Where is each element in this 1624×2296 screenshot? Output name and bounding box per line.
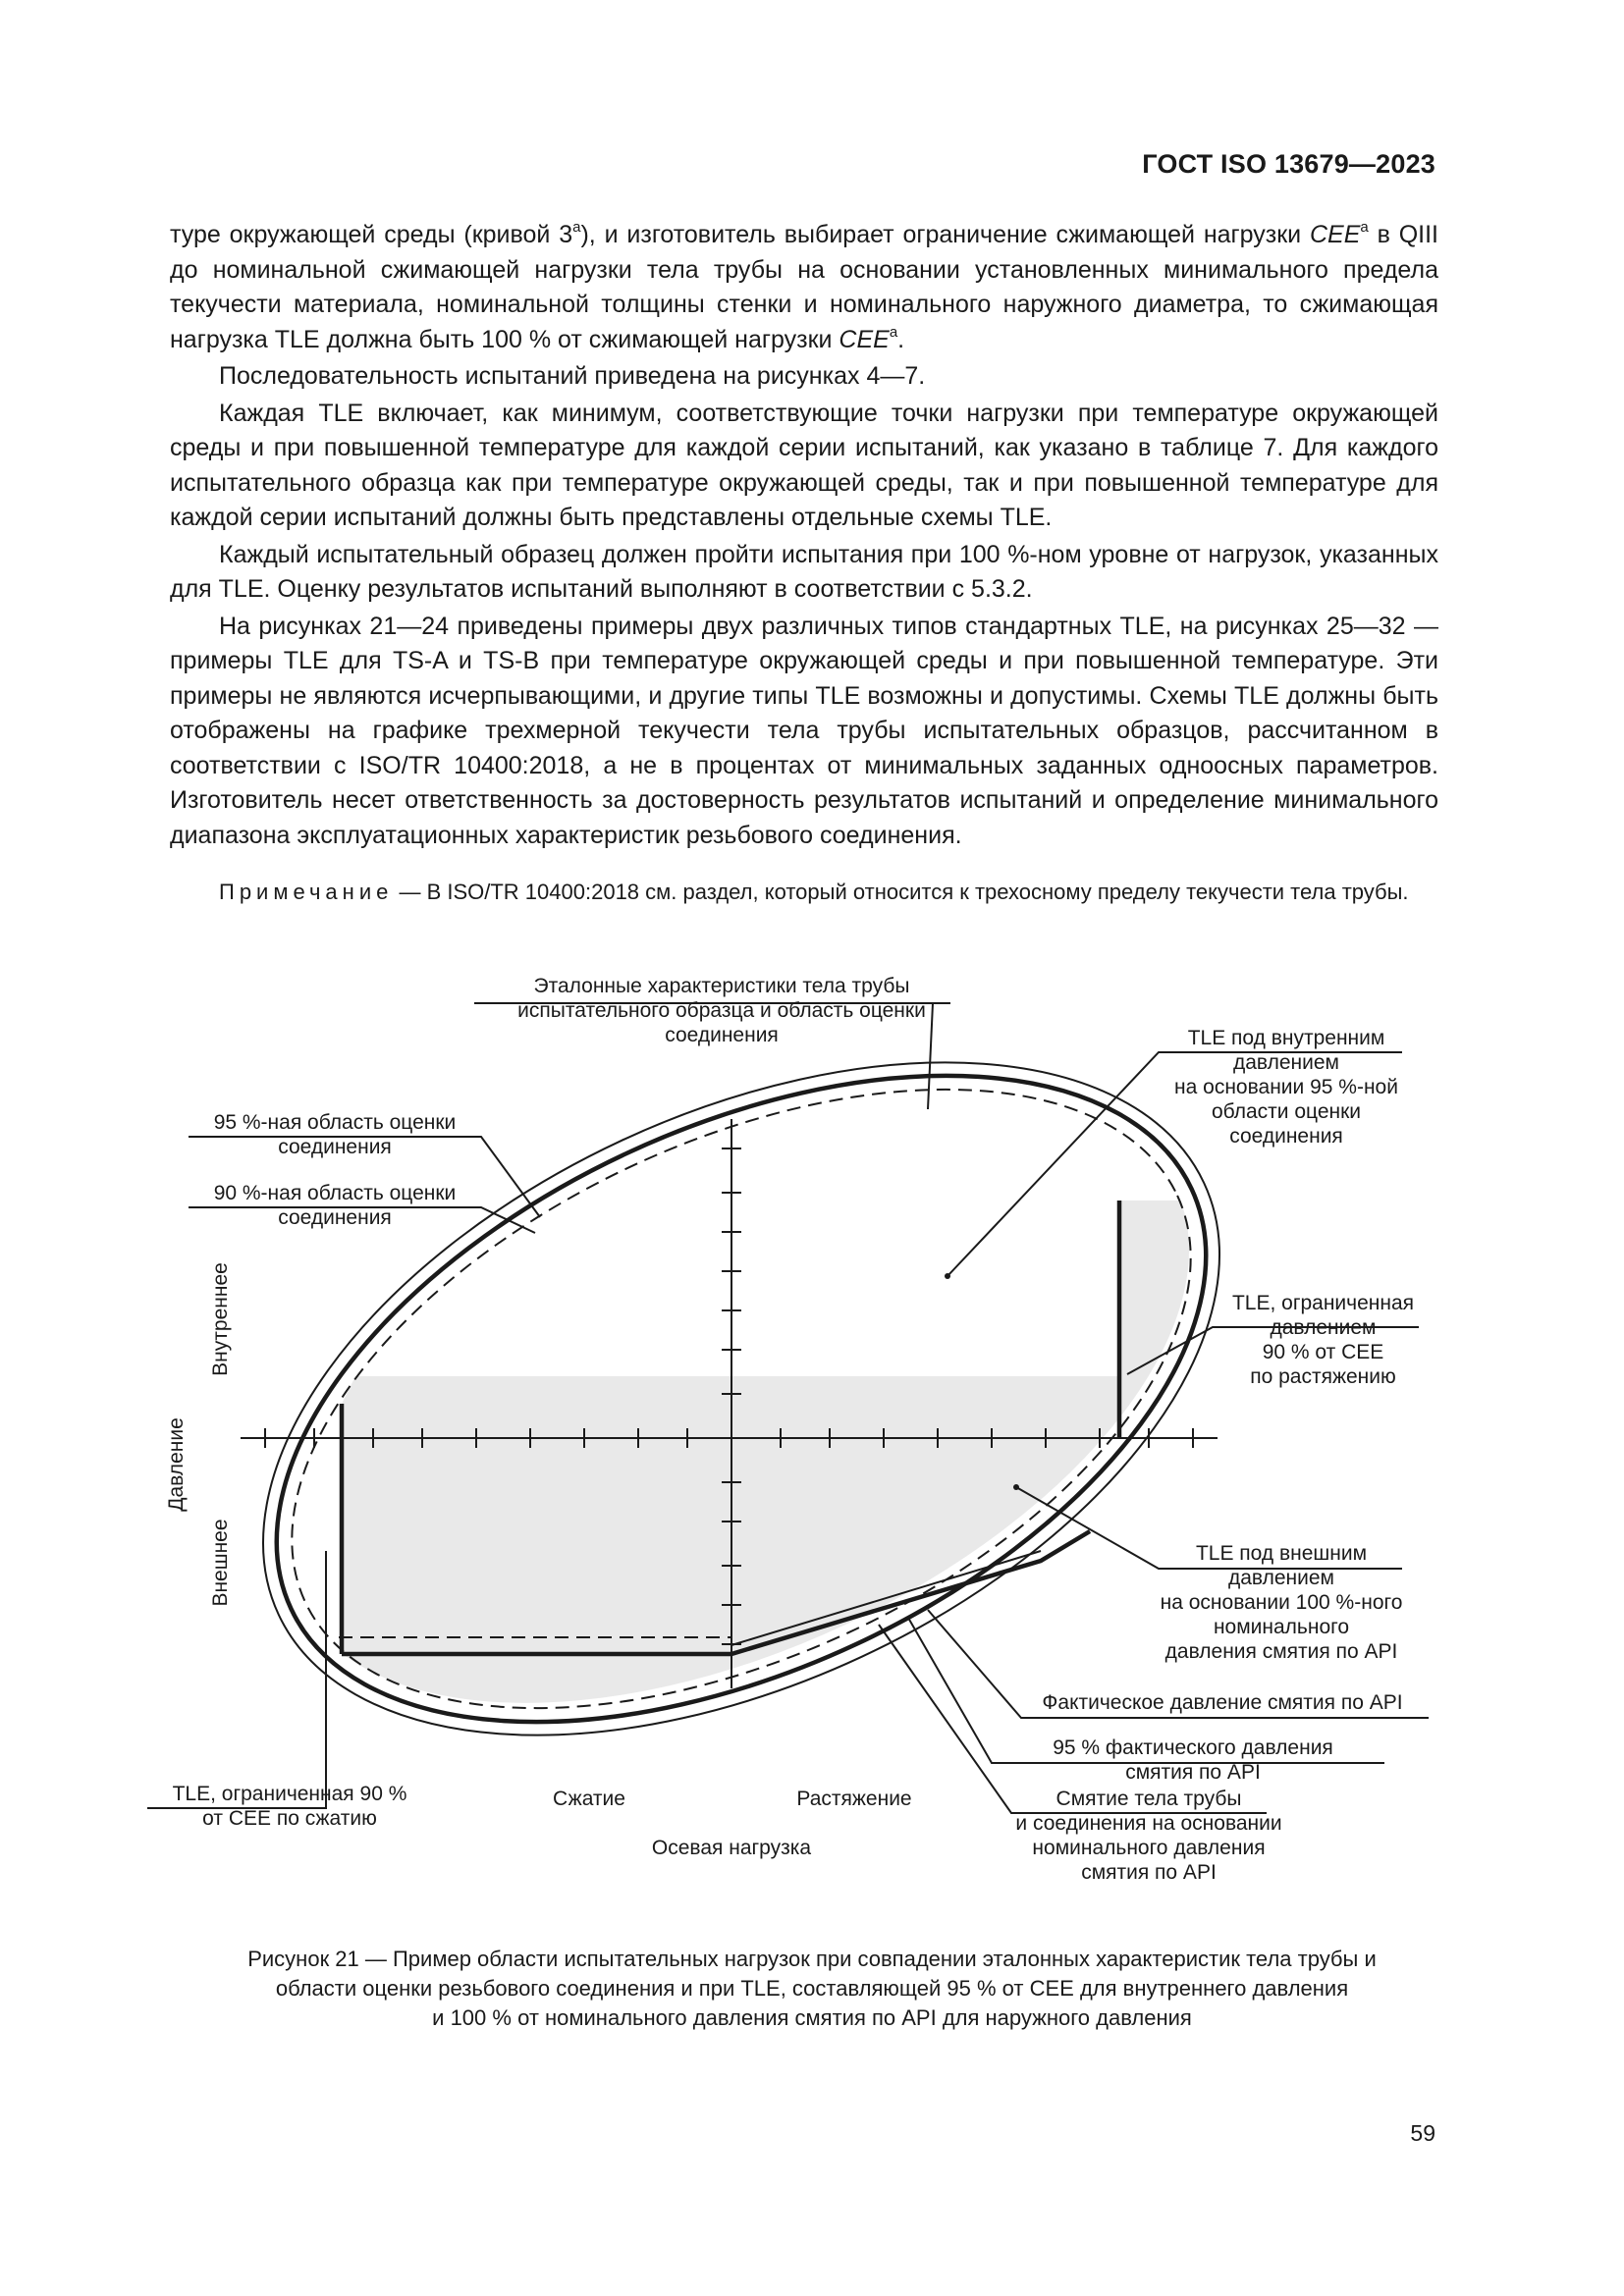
label-tle-internal: TLE под внутренним давлением на основании 95 %-ной области оценки соединения <box>1174 1027 1398 1148</box>
page-header: ГОСТ ISO 13679—2023 <box>1142 149 1435 179</box>
label-compression: Сжатие <box>553 1788 625 1810</box>
label-tle-tension: TLE, ограниченная давлением 90 % от CEE по растяжению <box>1231 1292 1415 1388</box>
label-area-95: 95 %-ная область оценки соединения <box>213 1111 457 1158</box>
label-tle-compression: TLE, ограниченная 90 % от CEE по сжатию <box>172 1783 407 1830</box>
label-tension: Растяжение <box>796 1788 912 1810</box>
label-external: Внешнее <box>209 1519 232 1607</box>
label-tle-external: TLE под внешним давлением на основании 100 %-ного номинального давления смятия по API <box>1160 1542 1403 1663</box>
note: Примечание — В ISO/TR 10400:2018 см. раздел, который относится к трехосному пределу текучести тела трубы. <box>219 880 1409 904</box>
paragraph-4: Каждый испытательный образец должен пройти испытания при 100 %-ном уровне от нагрузок, указанных для TLE. Оценку результатов испытаний выполняют в соответствии с 5.3.2. <box>170 540 1438 603</box>
label-internal: Внутреннее <box>209 1262 232 1376</box>
paragraph-3: Каждая TLE включает, как минимум, соответствующие точки нагрузки при температуре окружающей среды и при повышенной температуре для каждой серии испытаний, как указано в таблице 7. Для каждого испытательного образца как при температуре окружающей среды, так и при повышенной температуре для каждой серии испытаний должны быть представлены отдельные схемы TLE. <box>170 399 1438 531</box>
paragraph-2: Последовательность испытаний приведена на рисунках 4—7. <box>219 362 926 390</box>
page-number: 59 <box>1410 2120 1435 2146</box>
label-pipe-collapse: Смятие тела трубы и соединения на основании номинального давления смятия по API <box>1015 1788 1282 1884</box>
label-actual-collapse: Фактическое давление смятия по API <box>1042 1691 1403 1714</box>
paragraph-5: На рисунках 21—24 приведены примеры двух различных типов стандартных TLE, на рисунках 25—32 — примеры TLE для TS-A и TS-B при температуре окружающей среды и при повышенной температуре. Эти примеры не являются исчерпывающими, и другие типы TLE возможны и допустимы. Схемы TLE должны быть отображены на графике трехмерной текучести тела трубы испытательных образцов, рассчитанном в соответствии с ISO/TR 10400:2018, а не в процентах от минимальных заданных одноосных параметров. Изготовитель несет ответственность за достоверность результатов испытаний и определение минимального диапазона эксплуатационных характеристик резьбового соединения. <box>170 612 1438 849</box>
figure-caption: Рисунок 21 — Пример области испытательных нагрузок при совпадении эталонных характеристик тела трубы и области оценки резьбового соединения и при TLE, составляющей 95 % от CEE для внутреннего давления и 100 % от номинального давления смятия по API для наружного давления <box>247 1947 1377 2030</box>
label-area-90: 90 %-ная область оценки соединения <box>213 1182 457 1229</box>
label-collapse-95: 95 % фактического давления смятия по API <box>1053 1736 1333 1784</box>
paragraph-1: туре окружающей среды (кривой $3^а$), и изготовитель выбирает ограничение сжимающей нагрузки $CEE^а$ в QIII до номинальной сжимающей нагрузки тела трубы на основании установленных минимального предела текучести материала, номинальной толщины стенки и номинального наружного диаметра, то сжимающая нагрузка TLE должна быть 100 % от сжимающей нагрузки $CEE^а$. <box>170 218 1438 353</box>
label-reference: Эталонные характеристики тела трубы испытательного образца и область оценки соединения <box>517 975 926 1046</box>
label-axial-load: Осевая нагрузка <box>651 1837 812 1859</box>
label-pressure: Давление <box>165 1417 188 1512</box>
